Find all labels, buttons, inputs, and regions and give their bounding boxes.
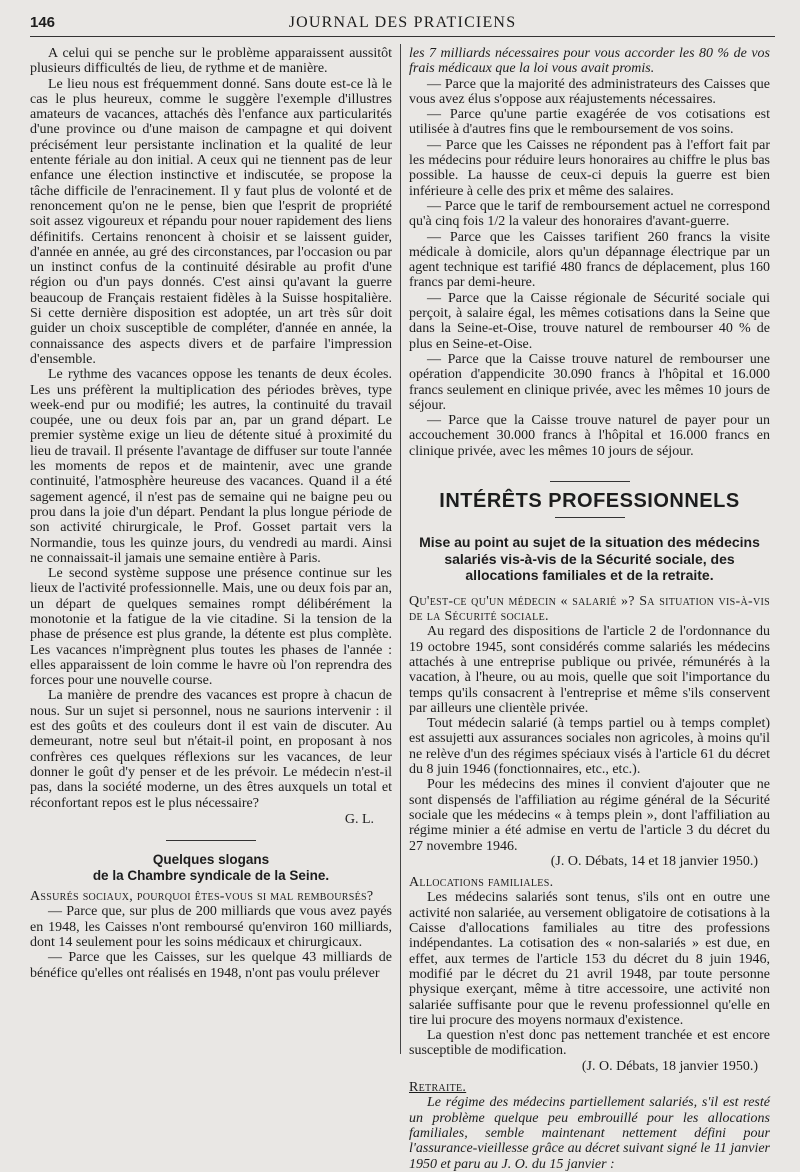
paragraph: Le second système suppose une présence continue sur les lieux de l'activité professionnelle. Mais, une ou deux fois par an, un départ de quelques semaines rompt délibérément la monotonie et la fatigue de la vie citadine. Si la tension de la phase de présence est plus grande, la détente est plus complète. Les vacances n'imprègnent plus toutes les phases de l'année : elles apparaissent de loin comme le havre où l'on reprendra des forces pour une nouvelle course.	[30, 566, 392, 689]
paragraph: Le régime des médecins partiellement salariés, s'il est resté un problème quelque peu embrouillé pour les allocations familiales, semble maintenant nettement défini pour l'assurance-vieillesse grâce au décret suivant signé le 11 janvier 1950 et paru au J. O. du 15 janvier :	[409, 1095, 770, 1172]
page-number: 146	[30, 14, 56, 31]
slogan-item: — Parce qu'une partie exagérée de vos cotisations est utilisée à d'autres fins que le remboursement de vos soins.	[409, 107, 770, 138]
slogan-item: — Parce que les Caisses tarifient 260 francs la visite médicale à domicile, alors qu'un dépannage électrique par un agent technique est tarifié 480 francs de déplacement, plus 160 francs par demi-heure.	[409, 229, 770, 291]
slogan-item: — Parce que les Caisses, sur les quelque 43 milliards de bénéfice qu'elles ont réalisés en 1948, n'ont pas voulu prélever	[30, 950, 392, 981]
divider	[550, 481, 630, 482]
slogan-item: — Parce que la Caisse régionale de Sécurité sociale qui perçoit, à salaire égal, les mêmes cotisations dans la Seine que dans la Seine-et-Oise, trouve naturel de rembourser 40 % de plus en Seine-et-Oise.	[409, 290, 770, 352]
paragraph: Le rythme des vacances oppose les tenants de deux écoles. Les uns préfèrent la multiplication des périodes brèves, type week-end pur ou modifié; les autres, la continuité du travail coupée, une ou deux fois par an, par un grand départ. Le premier système exige un lieu de détente situé à proximité du lieu de travail. Il présente l'avantage de diffuser sur toute l'année les moments de repos et de maintenir, avec une grande continuité, l'atmosphère heureuse des vacances. Quand il a été sagement agencé, il n'est pas de semaine qui ne baigne peu ou prou dans la joie d'un départ. Pendant la plus longue période de son activité chirurgicale, le Prof. Gosset partait vers la Normandie, tous les quinze jours, du vendredi au mardi. Ainsi ne connaissait-il jamais une semaine entière à Paris.	[30, 367, 392, 566]
left-column	[30, 46, 392, 981]
slogan-item: — Parce que la Caisse trouve naturel de payer pour un accouchement 30.000 francs à l'hôpital et 16.000 francs en clinique privée, avec les mêmes 10 jours de séjour.	[409, 413, 770, 459]
slogan-item: — Parce que la Caisse trouve naturel de rembourser une opération d'appendicite 30.090 francs à l'hôpital et 16.000 francs seulement en clinique privée, avec les mêmes 10 jours de séjour.	[409, 351, 770, 413]
article-title: Mise au point au sujet de la situation des médecins salariés vis-à-vis de la Sécurité sociale, des allocations familiales et de la retraite.	[419, 534, 760, 584]
subheading: Retraite.	[409, 1080, 467, 1096]
paragraph: La manière de prendre des vacances est propre à chacun de nous. Sur un sujet si personnel, nous ne saurions intervenir : il est des goûts et des couleurs dont il est vain de discuter. Au demeurant, notre seul but n'était-il point, en proposant à nos confrères ces quelques réflexions sur les vacances, de leur donner le goût d'y penser et de les prévoir. Le médecin n'est-il pas, dans la société moderne, un des êtres auxquels un total et réconfortant repos est le plus nécessaire?	[30, 688, 392, 811]
citation: (J. O. Débats, 14 et 18 janvier 1950.)	[550, 853, 758, 869]
slogans-title: Quelques slogans de la Chambre syndicale de la Seine.	[92, 852, 330, 884]
paragraph: Au regard des dispositions de l'article 2 de l'ordonnance du 19 octobre 1945, sont considérés comme salariés les médecins attachés à une entreprise publique ou privée, rémunérés à la vacation, à l'heure, ou au mois, quelle que soit l'importance du temps qu'ils consacrent à l'entreprise et même s'ils conservent par ailleurs une clientèle privée.	[409, 624, 770, 716]
slogan-item: — Parce que le tarif de remboursement actuel ne correspond qu'à cinq fois 1/2 la valeur des honoraires d'avant-guerre.	[409, 198, 770, 230]
subheading: Qu'est-ce qu'un médecin « salarié »? Sa situation vis-à-vis de la Sécurité sociale.	[409, 593, 770, 625]
divider	[555, 517, 625, 518]
journal-title: JOURNAL DES PRATICIENS	[288, 14, 517, 31]
author-signature: G. L.	[344, 811, 374, 827]
citation: (J. O. Débats, 18 janvier 1950.)	[581, 1058, 758, 1074]
slogan-item: — Parce que les Caisses ne répondent pas à l'effort fait par les médecins pour réduire leurs honoraires au chiffre le plus bas possible. La hausse de ceux-ci depuis la guerre est bien inférieure à celle des prix et même des salaires.	[409, 137, 770, 199]
paragraph: La question n'est donc pas nettement tranchée et est encore susceptible de modification.	[409, 1028, 770, 1059]
section-title: INTÉRÊTS PROFESSIONNELS	[439, 490, 740, 513]
slogan-item: — Parce que, sur plus de 200 milliards que vous avez payés en 1948, les Caisses n'ont remboursé qu'environ 160 milliards, dont 14 seulement pour les soins médicaux et chirurgicaux.	[30, 904, 392, 951]
paragraph: A celui qui se penche sur le problème apparaissent aussitôt plusieurs difficultés de lieu, de rythme et de manière.	[30, 46, 392, 77]
paragraph: Pour les médecins des mines il convient d'ajouter que ne sont dispensés de l'affiliation au régime général de la Sécurité sociale que les médecins « à temps plein », dont l'affiliation au régime minier a été admise en vertu de l'article 3 du décret du 27 novembre 1946.	[409, 777, 770, 854]
right-column	[409, 46, 770, 1172]
column-divider	[400, 44, 401, 1054]
subheading: Allocations familiales.	[409, 875, 554, 891]
paragraph: Le lieu nous est fréquemment donné. Sans doute est-ce là le cas le plus heureux, comme le suggère l'exemple d'illustres amateurs de vacances, attachés dès l'enfance aux particularités d'une province ou d'une maison de campagne et qui doivent précisément leur persistante inclination et la qualité de leur entente fériale au don initial. A ceux qui ne tiennent pas de leur enfance une élection instinctive et indiscutée, se propose la tâche difficile de l'enracinement. Il y faut plus de volonté et de renoncement qu'on ne le pense, bien que l'esprit de propriété soit assez vigoureux et répandu pour nouer rapidement des liens définitifs. Certains renoncent à choisir et se laissent guider, d'année en année, au gré des circonstances, par l'occasion ou par un instinct confus de la continuité désirable au profit d'une région ou d'un pays donnés. C'est ainsi qu'avant la guerre beaucoup de Français restaient fidèles à la Suisse hospitalière. Si cette dernière disposition est adoptée, un art très sûr doit guider un choix susceptible de compléter, d'année en année, la connaissance des aspects divers et de parfaire l'impression d'ensemble.	[30, 76, 392, 367]
slogans-lead: Assurés sociaux, pourquoi êtes-vous si mal remboursés?	[30, 889, 374, 905]
paragraph: Tout médecin salarié (à temps partiel ou à temps complet) est assujetti aux assurances sociales non agricoles, à moins qu'il ne relève d'un des régimes spéciaux visés à l'article 61 du décret du 8 juin 1946 (fonctionnaires, etc., etc.).	[409, 716, 770, 778]
slogan-item: les 7 milliards nécessaires pour vous accorder les 80 % de vos frais médicaux que la loi vous avait promis.	[409, 46, 770, 77]
paragraph: Les médecins salariés sont tenus, s'ils ont en outre une activité non salariée, au versement obligatoire de cotisations à la Caisse d'allocations familiales au titre des professions indépendantes. La cotisation des « non-salariés » est due, en effet, aux termes de l'article 153 du décret du 8 juin 1946, modifié par le décret du 21 avril 1948, par toute personne physique exerçant, même à titre accessoire, une activité non salariée suffisante pour que le revenu professionnel qu'elle en tire lui procure des moyens normaux d'existence.	[409, 890, 770, 1028]
divider	[166, 840, 256, 841]
slogan-item: — Parce que la majorité des administrateurs des Caisses que vous avez élus s'oppose aux réajustements nécessaires.	[409, 76, 770, 107]
page-header	[30, 12, 775, 37]
